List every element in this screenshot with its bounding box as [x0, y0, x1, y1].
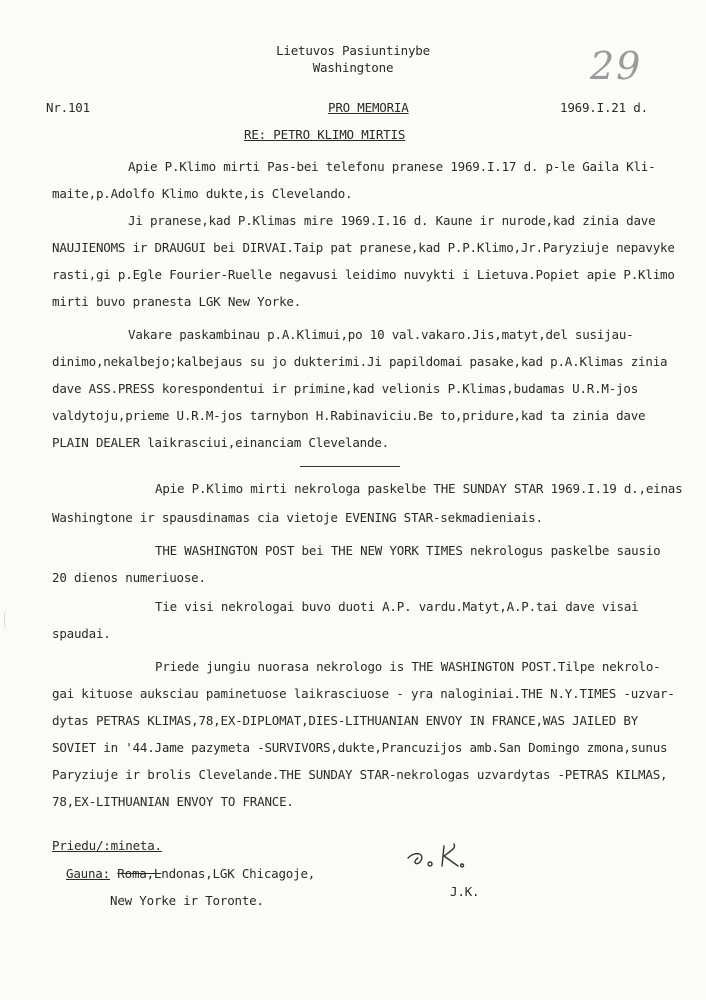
body-line: valdytoju,prieme U.R.M-jos tarnybon H.Rabinaviciu.Be to,pridure,kad ta zinia dave — [52, 408, 646, 423]
body-line: Vakare paskambinau p.A.Klimui,po 10 val.vakaro.Jis,matyt,del susijau- — [128, 327, 634, 342]
body-line: SOVIET in '44.Jame pazymeta -SURVIVORS,dukte,Prancuzijos amb.San Domingo zmona,sunus — [52, 740, 668, 755]
body-line: Ji pranese,kad P.Klimas mire 1969.I.16 d. Kaune ir nurode,kad zinia dave — [128, 213, 656, 228]
body-line: 20 dienos numeriuose. — [52, 570, 206, 585]
body-line: rasti,gi p.Egle Fourier-Ruelle negavusi leidimo nuvykti i Lietuva.Popiet apie P.Klimo — [52, 267, 675, 282]
header-line-1: Lietuvos Pasiuntinybe — [276, 43, 430, 58]
recipients-rest: ndonas,LGK Chicagoje, — [161, 866, 316, 881]
margin-punch-mark — [4, 610, 13, 630]
body-line: THE WASHINGTON POST bei THE NEW YORK TIMES nekrologus paskelbe sausio — [155, 543, 661, 558]
body-line: NAUJIENOMS ir DRAUGUI bei DIRVAI.Taip pat pranese,kad P.P.Klimo,Jr.Paryziuje nepavyke — [52, 240, 675, 255]
gauna-label: Gauna: — [66, 866, 110, 881]
attachment-note: Priedu/:mineta. — [52, 838, 162, 853]
handwritten-signature — [404, 836, 504, 876]
body-line: spaudai. — [52, 626, 111, 641]
body-line: Apie P.Klimo mirti Pas-bei telefonu pranese 1969.I.17 d. p-le Gaila Kli- — [128, 159, 656, 174]
body-line: Tie visi nekrologai buvo duoti A.P. vardu.Matyt,A.P.tai dave visai — [155, 599, 639, 614]
struck-recipient: Roma,L — [117, 866, 162, 881]
body-line: PLAIN DEALER laikrasciui,einanciam Clevelande. — [52, 435, 389, 450]
body-line: Paryziuje ir brolis Clevelande.THE SUNDAY STAR-nekrologas uzvardytas -PETRAS KILMAS, — [52, 767, 668, 782]
body-line: gai kituose auksciau paminetuose laikrasciuose - yra naloginiai.THE N.Y.TIMES -uzvar- — [52, 686, 675, 701]
body-line: mirti buvo pranesta LGK New Yorke. — [52, 294, 302, 309]
body-line: dinimo,nekalbejo;kalbejaus su jo dukterimi.Ji papildomai pasake,kad p.A.Klimas zinia — [52, 354, 668, 369]
handwritten-page-number: 29 — [590, 44, 643, 88]
body-line: Priede jungiu nuorasa nekrologo is THE WASHINGTON POST.Tilpe nekrolo- — [155, 659, 661, 674]
document-type: PRO MEMORIA — [328, 100, 409, 115]
body-line: maite,p.Adolfo Klimo dukte,is Clevelando. — [52, 186, 353, 201]
body-line: dave ASS.PRESS korespondentui ir primine,kad velionis P.Klimas,budamas U.R.M-jos — [52, 381, 639, 396]
body-line: 78,EX-LITHUANIAN ENVOY TO FRANCE. — [52, 794, 294, 809]
document-date: 1969.I.21 d. — [560, 100, 648, 115]
distribution-line-2: New Yorke ir Toronte. — [110, 893, 264, 908]
body-line: dytas PETRAS KLIMAS,78,EX-DIPLOMAT,DIES-LITHUANIAN ENVOY IN FRANCE,WAS JAILED BY — [52, 713, 639, 728]
header-line-2: Washingtone — [312, 60, 394, 75]
body-line: Apie P.Klimo mirti nekrologa paskelbe THE SUNDAY STAR 1969.I.19 d.,einas — [155, 481, 683, 496]
document-number: Nr.101 — [46, 100, 90, 115]
section-divider — [300, 466, 400, 467]
distribution-line-1 — [66, 866, 315, 882]
typed-initials: J.K. — [450, 884, 480, 899]
body-line: Washingtone ir spausdinamas cia vietoje EVENING STAR-sekmadieniais. — [52, 510, 543, 525]
document-subject: RE: PETRO KLIMO MIRTIS — [244, 127, 406, 142]
